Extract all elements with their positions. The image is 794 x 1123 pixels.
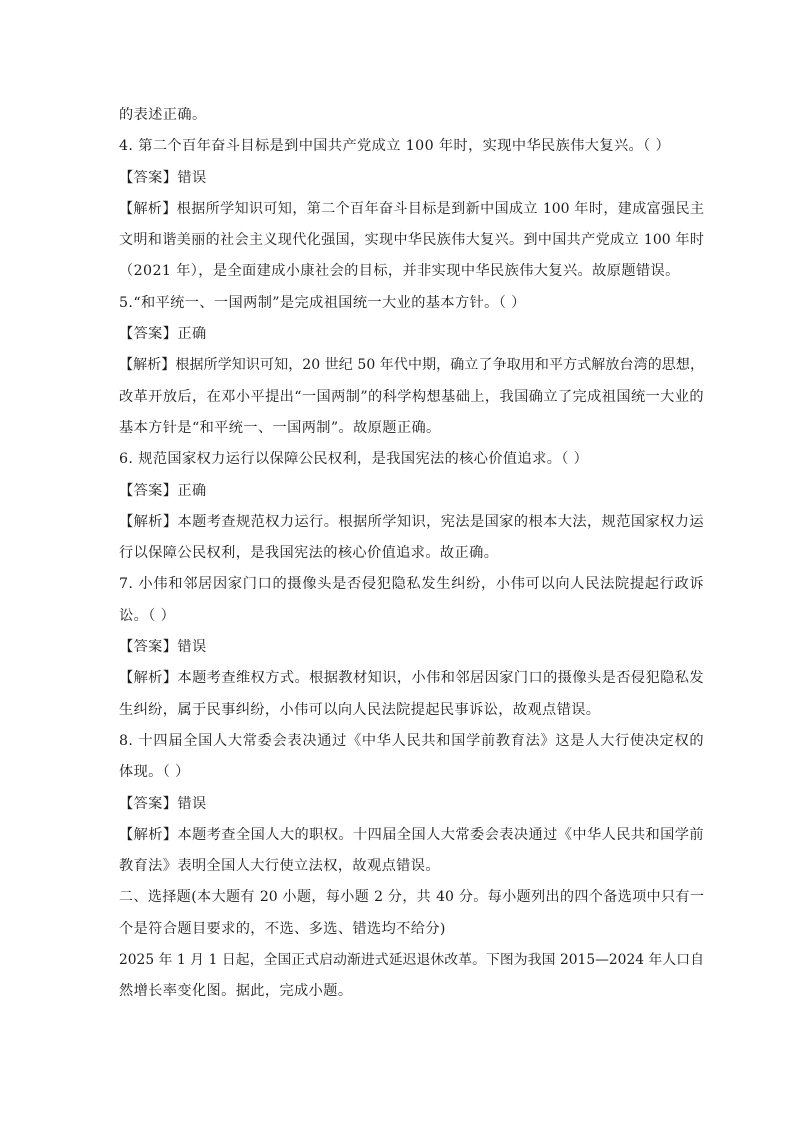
answer-7: 【答案】错误 (119, 639, 207, 656)
section-heading-line-2: 个是符合题目要求的，不选、多选、错选均不给分) (119, 920, 446, 937)
answer-8: 【答案】错误 (119, 795, 207, 812)
question-7-line-2: 讼。（ ） (119, 607, 176, 624)
intro-line-1: 2025 年 1 月 1 日起，全国正式启动渐进式延迟退休改革。下图为我国 2015—2024 年人口自 (119, 952, 704, 969)
analysis-4-line-3: （2021 年），是全面建成小康社会的目标，并非实现中华民族伟大复兴。故原题错误。 (119, 263, 680, 280)
analysis-4-line-1: 【解析】根据所学知识可知，第二个百年奋斗目标是到新中国成立 100 年时，建成富强民主 (119, 200, 704, 217)
analysis-5-line-3: 基本方针是“和平统一、一国两制”。故原题正确。 (119, 419, 441, 436)
analysis-8-line-1: 【解析】本题考查全国人大的职权。十四届全国人大常委会表决通过《中华人民共和国学前 (119, 826, 704, 843)
analysis-6-line-2: 行以保障公民权利，是我国宪法的核心价值追求。故正确。 (119, 545, 499, 562)
analysis-4-line-2: 文明和谐美丽的社会主义现代化强国，实现中华民族伟大复兴。到中国共产党成立 100 年时 (119, 232, 704, 249)
intro-line-2: 然增长率变化图。据此，完成小题。 (119, 983, 353, 1000)
analysis-7-line-1: 【解析】本题考查维权方式。根据教材知识，小伟和邻居因家门口的摄像头是否侵犯隐私发 (119, 670, 704, 687)
answer-6: 【答案】正确 (119, 482, 207, 499)
analysis-5-line-2: 改革开放后，在邓小平提出“一国两制”的科学构想基础上，我国确立了完成祖国统一大业的 (119, 388, 704, 405)
question-8-line-2: 体现。（ ） (119, 764, 190, 781)
analysis-8-line-2: 教育法》表明全国人大行使立法权，故观点错误。 (119, 858, 440, 875)
answer-5: 【答案】正确 (119, 326, 207, 343)
section-heading-line-1: 二、选择题(本大题有 20 小题，每小题 2 分，共 40 分。每小题列出的四个备选项中只有一 (119, 889, 704, 906)
analysis-5-line-1: 【解析】根据所学知识可知，20 世纪 50 年代中期，确立了争取用和平方式解放台湾的思想， (119, 357, 704, 374)
question-8-line-1: 8. 十四届全国人大常委会表决通过《中华人民共和国学前教育法》这是人大行使决定权的 (119, 732, 704, 749)
question-7-line-1: 7. 小伟和邻居因家门口的摄像头是否侵犯隐私发生纠纷，小伟可以向人民法院提起行政诉 (119, 576, 704, 593)
document-page (119, 100, 704, 1008)
analysis-6-line-1: 【解析】本题考查规范权力运行。根据所学知识，宪法是国家的根本大法，规范国家权力运 (119, 513, 704, 530)
question-5: 5.“和平统一、一国两制”是完成祖国统一大业的基本方针。（ ） (119, 294, 526, 311)
analysis-7-line-2: 生纠纷，属于民事纠纷，小伟可以向人民法院提起民事诉讼，故观点错误。 (119, 701, 601, 718)
paragraph-line: 的表述正确。 (119, 107, 207, 123)
answer-4: 【答案】错误 (119, 169, 207, 186)
question-4: 4. 第二个百年奋斗目标是到中国共产党成立 100 年时，实现中华民族伟大复兴。（ ） (119, 138, 671, 155)
question-6: 6. 规范国家权力运行以保障公民权利，是我国宪法的核心价值追求。（ ） (119, 451, 589, 468)
